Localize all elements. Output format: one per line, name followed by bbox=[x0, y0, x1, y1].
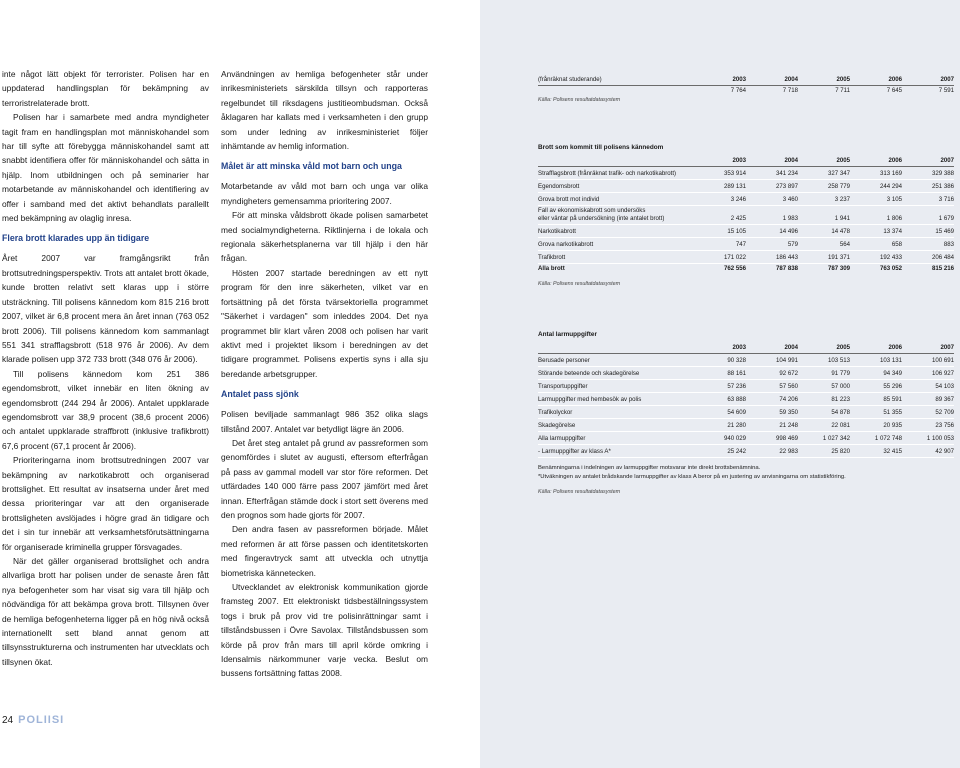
table-cell: 42 907 bbox=[902, 445, 954, 458]
table-cell: 21 248 bbox=[746, 419, 798, 432]
table-cell: 90 328 bbox=[694, 354, 746, 367]
paragraph: Polisen beviljade sammanlagt 986 352 olika slags tillstånd 2007. Antalet var betydligt lägre än 2006. bbox=[221, 409, 428, 434]
table-cell: 25 242 bbox=[694, 445, 746, 458]
table-row bbox=[538, 238, 954, 251]
table-cell: 341 234 bbox=[746, 167, 798, 180]
paragraph: Det året steg antalet på grund av passreformen som genomfördes i slutet av augusti, eftersom efterfrågan på pass av gammal modell var stor före reformen. Det utfärdades 140 000 färre pass 2007 jämfört med året innan. Efterfrågan stämde dock i stort sett överens med den prognos som hade gjorts för 2007. bbox=[221, 437, 428, 520]
table-cell: 244 294 bbox=[850, 180, 902, 193]
table-cell: 251 386 bbox=[902, 180, 954, 193]
text-column-2 bbox=[221, 67, 428, 681]
data-table bbox=[538, 342, 954, 458]
row-label: Störande beteende och skadegörelse bbox=[538, 367, 694, 380]
year-header: 2004 bbox=[746, 342, 798, 354]
table-row bbox=[538, 419, 954, 432]
table-cell: 14 478 bbox=[798, 225, 850, 238]
table-cell: 25 820 bbox=[798, 445, 850, 458]
row-label: Alla larmuppgifter bbox=[538, 432, 694, 445]
year-header: 2006 bbox=[850, 155, 902, 167]
table-cell: 3 716 bbox=[902, 193, 954, 206]
page-number: 24 bbox=[2, 715, 14, 726]
table-cell: 186 443 bbox=[746, 251, 798, 264]
year-header: 2004 bbox=[746, 74, 798, 86]
table-cell: 100 691 bbox=[902, 354, 954, 367]
brand-logo-text: POLIISI bbox=[18, 714, 65, 726]
table-cell: 192 433 bbox=[850, 251, 902, 264]
table-cell: 22 081 bbox=[798, 419, 850, 432]
paragraph: Hösten 2007 startade beredningen av ett nytt program för den inre säkerheten, vilket var en fortsättning på det första tvärsektoriella programmet "Säkerhet i vardagen" som inleddes 2004. Det nya programmet blir klart våren 2008 och polisen har varit aktivt med i projektet liksom i beredningen av det tidigare programmet. Polisens expertis syns i alla sju beredande arbetsgrupper. bbox=[221, 267, 428, 379]
row-label: (frånräknat studerande) bbox=[538, 74, 694, 86]
table-cell: 103 513 bbox=[798, 354, 850, 367]
table-cell: 7 645 bbox=[886, 87, 902, 94]
table-cell: 7 711 bbox=[835, 87, 850, 94]
table-cell: 1 983 bbox=[746, 206, 798, 225]
table-cell: 23 756 bbox=[902, 419, 954, 432]
table-cell: 63 888 bbox=[694, 393, 746, 406]
table-cell: 329 388 bbox=[902, 167, 954, 180]
table-cell: 258 779 bbox=[798, 180, 850, 193]
paragraph: Den andra fasen av passreformen började. Målet med reformen är att förse passen och identitetskorten med fingeravtryck samt att utveckla och utnyttja biometriska kännetecken. bbox=[221, 524, 428, 578]
year-header: 2006 bbox=[850, 342, 902, 354]
table-note: Benämningarna i indelningen av larmuppgifter motsvarar inte direkt brottsbenämnina. bbox=[538, 465, 761, 471]
table-cell: 883 bbox=[902, 238, 954, 251]
table-cell: 106 927 bbox=[902, 367, 954, 380]
table-cell: 88 161 bbox=[694, 367, 746, 380]
table-cell: 57 560 bbox=[746, 380, 798, 393]
row-label: Berusade personer bbox=[538, 354, 694, 367]
paragraph: Motarbetande av våld mot barn och unga var olika myndigheters gemensamma prioritering 2007. bbox=[221, 181, 428, 206]
year-header: 2005 bbox=[798, 155, 850, 167]
table-row bbox=[538, 180, 954, 193]
table-cell: 52 709 bbox=[902, 406, 954, 419]
year-header: 2005 bbox=[798, 342, 850, 354]
row-label: Narkotikabrott bbox=[538, 225, 694, 238]
table-cell: 564 bbox=[798, 238, 850, 251]
table-cell: 353 914 bbox=[694, 167, 746, 180]
table-cell: 313 169 bbox=[850, 167, 902, 180]
row-label: Transportuppgifter bbox=[538, 380, 694, 393]
table-cell: 14 496 bbox=[746, 225, 798, 238]
table-cell: 91 779 bbox=[798, 367, 850, 380]
section-heading: Målet är att minska våld mot barn och unga bbox=[221, 161, 402, 172]
year-header: 2007 bbox=[902, 74, 954, 86]
paragraph: För att minska våldsbrott ökade polisen samarbetet med socialmyndigheterna. Riktlinjerna i de lokala och regionala säkerhetsplanerna var till hjälp i den här frågan. bbox=[221, 210, 428, 264]
paragraph: Prioriteringarna inom brottsutredningen 2007 var bekämpning av narkotikabrott och organiserad brottslighet. Ett resultat av insatserna under året med dessa prioriteringar var att den organiserade brottsligheten avslöjades i högre grad än tidigare och det i sin tur innebär att verksamhetsförutsättningarna för organiserade kriminella grupper försvagades. bbox=[2, 455, 209, 552]
table-cell: 15 105 bbox=[694, 225, 746, 238]
data-table bbox=[538, 74, 954, 96]
table-row bbox=[538, 445, 954, 458]
year-header: 2003 bbox=[694, 342, 746, 354]
row-label: Egendomsbrott bbox=[538, 180, 694, 193]
row-label: Grova brott mot individ bbox=[538, 193, 694, 206]
page-footer bbox=[2, 714, 64, 726]
year-header: 2004 bbox=[746, 155, 798, 167]
table-row bbox=[538, 251, 954, 264]
table-cell: 104 991 bbox=[746, 354, 798, 367]
year-header: 2005 bbox=[798, 74, 850, 86]
year-header: 2007 bbox=[902, 342, 954, 354]
table-cell: 327 347 bbox=[798, 167, 850, 180]
table-cell: 1 679 bbox=[902, 206, 954, 225]
row-label: Grova narkotikabrott bbox=[538, 238, 694, 251]
table-cell: 747 bbox=[694, 238, 746, 251]
row-label: Trafikolyckor bbox=[538, 406, 694, 419]
paragraph: inte något lätt objekt för terrorister. Polisen har en uppdaterad handlingsplan för bekämpning av terroristrelaterade brott. bbox=[2, 69, 209, 108]
table-row bbox=[538, 393, 954, 406]
table-cell: 94 349 bbox=[850, 367, 902, 380]
paragraph: Polisen har i samarbete med andra myndigheter tagit fram en handlingsplan mot människohandel som har till syfte att förebygga människohandel samt att snabbt identifiera offer för människohandel och sätta in hjälp. Inom utbildningen och på seminarier har motarbetande av människohandel och identifiering av offer i samband med det aktivt behandlats parallellt med bekämpning av olaglig inresa. bbox=[2, 112, 209, 224]
table-cell: 289 131 bbox=[694, 180, 746, 193]
table-source: Källa: Polisens resultatdatasystem bbox=[538, 281, 621, 287]
table-cell: 55 296 bbox=[850, 380, 902, 393]
table-cell: 1 941 bbox=[798, 206, 850, 225]
table-cell: 51 355 bbox=[850, 406, 902, 419]
table-personnel bbox=[538, 74, 954, 103]
section-heading: Flera brott klarades upp än tidigare bbox=[2, 233, 150, 244]
table-cell: 1 027 342 bbox=[798, 432, 850, 445]
table-cell: 998 469 bbox=[746, 432, 798, 445]
table-row bbox=[538, 406, 954, 419]
table-cell: 658 bbox=[850, 238, 902, 251]
paragraph: Utvecklandet av elektronisk kommunikation gjorde framsteg 2007. Ett elektroniskt tidsbeställningssystem togs i bruk på prov vid tre polisinrättningar samt i tillståndsbussen i Övre Savolax. Tillståndsbussen som körde på prov från mars till april körde omkring i Idensalmis närkommuner varje vecka. Beslut om bussens fortsättning fattas 2008. bbox=[221, 582, 428, 679]
table-header-row bbox=[538, 342, 954, 354]
year-header: 2003 bbox=[694, 155, 746, 167]
table-cell: 57 236 bbox=[694, 380, 746, 393]
table-cell: 579 bbox=[746, 238, 798, 251]
table-cell: 103 131 bbox=[850, 354, 902, 367]
row-label: - Larmuppgifter av klass A* bbox=[538, 445, 694, 458]
table-cell: 13 374 bbox=[850, 225, 902, 238]
table-header-row bbox=[538, 155, 954, 167]
year-header: 2006 bbox=[850, 74, 902, 86]
table-cell: 22 983 bbox=[746, 445, 798, 458]
table-row bbox=[538, 225, 954, 238]
table-cell: 787 309 bbox=[827, 265, 850, 272]
row-label: Strafflagsbrott (frånräknat trafik- och narkotikabrott) bbox=[538, 167, 694, 180]
table-cell: 815 216 bbox=[931, 265, 954, 272]
table-cell: 54 609 bbox=[694, 406, 746, 419]
row-label-line: eller väntar på undersökning (inte antalet brott) bbox=[538, 215, 665, 222]
table-cell: 273 897 bbox=[746, 180, 798, 193]
text-column-1 bbox=[2, 67, 209, 669]
table-cell: 3 237 bbox=[798, 193, 850, 206]
paragraph: Till polisens kännedom kom 251 386 egendomsbrott, vilket innebär en liten ökning av egendomsbrott (244 294 år 2006). Antalet uppklarade egendomsbrott var 38,9 procent (38,6 procent 2006) och antalet uppklarade straffbrott (inklusive trafikbrott) 67,6 procent (67,1 procent år 2006). bbox=[2, 368, 209, 451]
table-cell: 787 838 bbox=[775, 265, 798, 272]
paragraph: När det gäller organiserad brottslighet och andra allvarliga brott har polisen under de senaste åren fått nya befogenheter som har visat sig vara till hjälp och nödvändiga för att bekämpa grova brott. Tillsynen över de hemliga befogenheterna ligger på en hög nivå också internationellt sett bland annat genom att tillsynsstrukturerna och instrumenten har utvecklats och tillsynen ökat. bbox=[2, 556, 209, 667]
row-label: Trafikbrott bbox=[538, 251, 694, 264]
table-cell: 191 371 bbox=[798, 251, 850, 264]
table-cell: 89 367 bbox=[902, 393, 954, 406]
row-label: Skadegörelse bbox=[538, 419, 694, 432]
section-heading: Antalet pass sjönk bbox=[221, 389, 299, 400]
table-cell: 3 460 bbox=[746, 193, 798, 206]
table-cell: 85 591 bbox=[850, 393, 902, 406]
table-row bbox=[538, 206, 954, 225]
table-cell: 940 029 bbox=[694, 432, 746, 445]
row-label: Larmuppgifter med hembesök av polis bbox=[538, 393, 694, 406]
table-row bbox=[538, 167, 954, 180]
table-cell: 3 246 bbox=[694, 193, 746, 206]
table-title: Brott som kommit till polisens kännedom bbox=[538, 144, 664, 151]
table-cell: 206 484 bbox=[902, 251, 954, 264]
table-cell: 20 935 bbox=[850, 419, 902, 432]
table-header-row bbox=[538, 74, 954, 86]
table-cell: 32 415 bbox=[850, 445, 902, 458]
table-cell: 3 105 bbox=[850, 193, 902, 206]
table-cell: 2 425 bbox=[694, 206, 746, 225]
table-row bbox=[538, 354, 954, 367]
table-total-row bbox=[538, 264, 954, 275]
table-source: Källa: Polisens resultatdatasystem bbox=[538, 489, 621, 495]
table-cell: 92 672 bbox=[746, 367, 798, 380]
paragraph: Året 2007 var framgångsrikt från brottsutredningsperspektiv. Trots att antalet brott ökade, kunde brotten relativt sett klaras upp i större utsträckning. Till polisens kännedom kom 815 216 brott 2007, vilket är 6,8 procent mera än året innan (763 052 brott 2006). Till polisens kännedom kom sammanlagt 551 341 strafflagsbrott (518 976 år 2006). Av dem klarade polisen upp 372 733 brott (348 076 år 2006). bbox=[2, 253, 209, 365]
table-row bbox=[538, 193, 954, 206]
table-cell: 59 350 bbox=[746, 406, 798, 419]
table-cell: 763 052 bbox=[879, 265, 902, 272]
year-header: 2003 bbox=[694, 74, 746, 86]
table-cell: 1 100 053 bbox=[902, 432, 954, 445]
table-row bbox=[538, 380, 954, 393]
table-cell: 81 223 bbox=[798, 393, 850, 406]
table-cell: 54 103 bbox=[902, 380, 954, 393]
table-crimes bbox=[538, 144, 954, 287]
table-note: *Utväkningen av antalet brådskande larmuppgifter av klass A beror på en justering av anvisningarna om statistikföring. bbox=[538, 474, 846, 480]
table-cell: 171 022 bbox=[694, 251, 746, 264]
row-label bbox=[538, 206, 694, 225]
paragraph: Användningen av hemliga befogenheter står under inrikesministeriets särskilda tillsyn och rapporteras regelbundet till riksdagens justitieombudsman. Också åklagaren har kallats med i verksamheten i den grupp som under ledning av inrikesministeriet följer inhämtande av hemlig information. bbox=[221, 69, 428, 152]
table-cell: 1 072 748 bbox=[850, 432, 902, 445]
table-source: Källa: Polisens resultatdatasystem bbox=[538, 97, 621, 103]
table-row bbox=[538, 432, 954, 445]
table-cell: 57 000 bbox=[798, 380, 850, 393]
table-title: Antal larmuppgifter bbox=[538, 331, 597, 338]
table-cell: 21 280 bbox=[694, 419, 746, 432]
table-row bbox=[538, 86, 954, 97]
row-label-line: Fall av ekonomiskabrott som undersöks bbox=[538, 207, 646, 214]
table-cell: 15 469 bbox=[902, 225, 954, 238]
table-cell: 7 591 bbox=[938, 87, 954, 94]
table-cell: 762 556 bbox=[723, 265, 746, 272]
data-table bbox=[538, 155, 954, 274]
table-cell: 54 878 bbox=[798, 406, 850, 419]
table-row bbox=[538, 367, 954, 380]
table-cell: 74 206 bbox=[746, 393, 798, 406]
row-label: Alla brott bbox=[538, 265, 565, 272]
table-alarms bbox=[538, 331, 954, 495]
table-cell: 7 764 bbox=[730, 87, 746, 94]
year-header: 2007 bbox=[902, 155, 954, 167]
table-cell: 7 718 bbox=[782, 87, 798, 94]
table-cell: 1 806 bbox=[850, 206, 902, 225]
